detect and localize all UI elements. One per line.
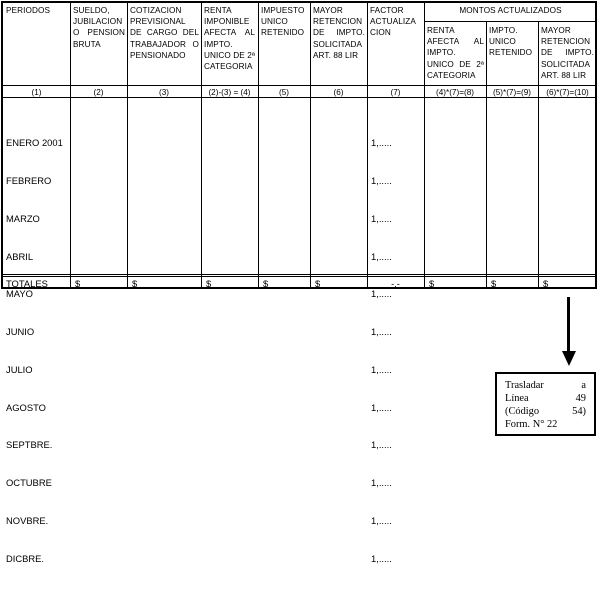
period-month: MARZO bbox=[6, 212, 40, 224]
totals-rule-2 bbox=[3, 276, 597, 277]
column-divider bbox=[258, 3, 259, 287]
factor-value: 1,..... bbox=[371, 439, 392, 451]
column-number: (5) bbox=[278, 88, 289, 97]
factor-value: 1,..... bbox=[371, 137, 392, 149]
header-renta-actualizada: RENTA AFECTA AL IMPTO. UNICO DE 2ª CATEGORIA bbox=[427, 26, 484, 80]
note-text: Form. N° 22 bbox=[505, 419, 558, 430]
total-mayor-retencion: $ bbox=[315, 278, 321, 289]
header-sueldo: SUELDO, JUBILACION O PENSION BRUTA bbox=[73, 6, 125, 49]
header-mayor-retencion: MAYOR RETENCION DE IMPTO. SOLICITADA ART. 88 LIR bbox=[313, 6, 365, 60]
factor-value: 1,..... bbox=[371, 401, 392, 413]
total-mayor-actualizada: $ bbox=[543, 278, 549, 289]
column-number: (4)*(7)=(8) bbox=[436, 88, 474, 97]
column-number: (7) bbox=[390, 88, 401, 97]
header-impuesto-unico: IMPUESTO UNICO RETENIDO bbox=[261, 6, 305, 38]
period-month: DICBRE. bbox=[6, 552, 45, 564]
note-text: 54) bbox=[572, 406, 586, 417]
period-month: FEBRERO bbox=[6, 174, 52, 186]
period-month: MAYO bbox=[6, 288, 33, 300]
header-rule bbox=[3, 85, 597, 86]
period-month: ABRIL bbox=[6, 250, 34, 262]
header-cotizacion: COTIZACION PREVISIONAL DE CARGO DEL TRABAJADOR O PENSIONADO bbox=[130, 6, 199, 60]
factor-list bbox=[371, 112, 392, 591]
arrow-head-icon bbox=[562, 351, 576, 366]
header-factor: FACTOR ACTUALIZA CION bbox=[370, 6, 416, 38]
factor-value: 1,..... bbox=[371, 515, 392, 526]
note-text: Línea bbox=[505, 393, 529, 404]
column-number: (3) bbox=[158, 88, 169, 97]
period-month: JUNIO bbox=[6, 326, 35, 338]
column-number: (6) bbox=[333, 88, 344, 97]
column-divider bbox=[538, 22, 539, 287]
periods-list bbox=[6, 112, 63, 591]
period-month: ENERO 2001 bbox=[6, 137, 63, 149]
column-divider bbox=[367, 3, 368, 287]
total-renta-actualizada: $ bbox=[429, 278, 435, 289]
factor-value: 1,..... bbox=[371, 326, 392, 338]
period-month: OCTUBRE bbox=[6, 477, 52, 489]
note-text: Trasladar bbox=[505, 380, 544, 391]
factor-value: 1,..... bbox=[371, 174, 392, 186]
factor-value: 1,..... bbox=[371, 212, 392, 224]
column-divider bbox=[70, 3, 71, 287]
period-month: NOVBRE. bbox=[6, 515, 49, 526]
column-number: (2) bbox=[93, 88, 104, 97]
factor-value: 1,..... bbox=[371, 288, 392, 300]
arrow-down-icon bbox=[567, 297, 570, 352]
column-divider bbox=[201, 3, 202, 287]
header-impto-actualizado: IMPTO. UNICO RETENIDO bbox=[489, 26, 533, 58]
header-montos-actualizados: MONTOS ACTUALIZADOS bbox=[459, 6, 562, 15]
column-number: (5)*(7)=(9) bbox=[493, 88, 531, 97]
factor-value: 1,..... bbox=[371, 477, 392, 489]
note-text: 49 bbox=[575, 393, 586, 404]
column-divider bbox=[127, 3, 128, 287]
totals-label: TOTALES bbox=[6, 278, 48, 289]
factor-value: 1,..... bbox=[371, 250, 392, 262]
column-divider bbox=[310, 3, 311, 287]
period-month: AGOSTO bbox=[6, 401, 46, 413]
factor-value: 1,..... bbox=[371, 552, 392, 564]
period-month: SEPTBRE. bbox=[6, 439, 53, 451]
header-mayor-actualizada: MAYOR RETENCION DE IMPTO. SOLICITADA ART. 88 LIR bbox=[541, 26, 594, 80]
total-factor: -.- bbox=[391, 278, 400, 289]
total-impto-actualizado: $ bbox=[491, 278, 497, 289]
total-sueldo: $ bbox=[75, 278, 81, 289]
column-divider bbox=[486, 22, 487, 287]
period-month: JULIO bbox=[6, 363, 33, 375]
column-number: (1) bbox=[31, 88, 42, 97]
note-text: (Código bbox=[505, 406, 540, 417]
montos-subheader-rule bbox=[424, 21, 597, 22]
note-text: a bbox=[581, 380, 586, 391]
column-number: (2)-(3) = (4) bbox=[208, 88, 251, 97]
factor-value: 1,..... bbox=[371, 363, 392, 375]
note-line bbox=[505, 379, 586, 392]
total-renta: $ bbox=[206, 278, 212, 289]
header-periodos: PERIODOS bbox=[6, 6, 51, 15]
transfer-note bbox=[495, 372, 596, 436]
note-line bbox=[505, 392, 586, 405]
header-renta-imponible: RENTA IMPONIBLE AFECTA AL IMPTO. UNICO DE 2ª CATEGORIA bbox=[204, 6, 255, 72]
total-cotizacion: $ bbox=[132, 278, 138, 289]
totals-rule-1 bbox=[3, 274, 597, 275]
note-line bbox=[505, 405, 586, 418]
column-number: (6)*(7)=(10) bbox=[546, 88, 589, 97]
column-divider bbox=[424, 3, 425, 287]
total-impuesto: $ bbox=[263, 278, 269, 289]
